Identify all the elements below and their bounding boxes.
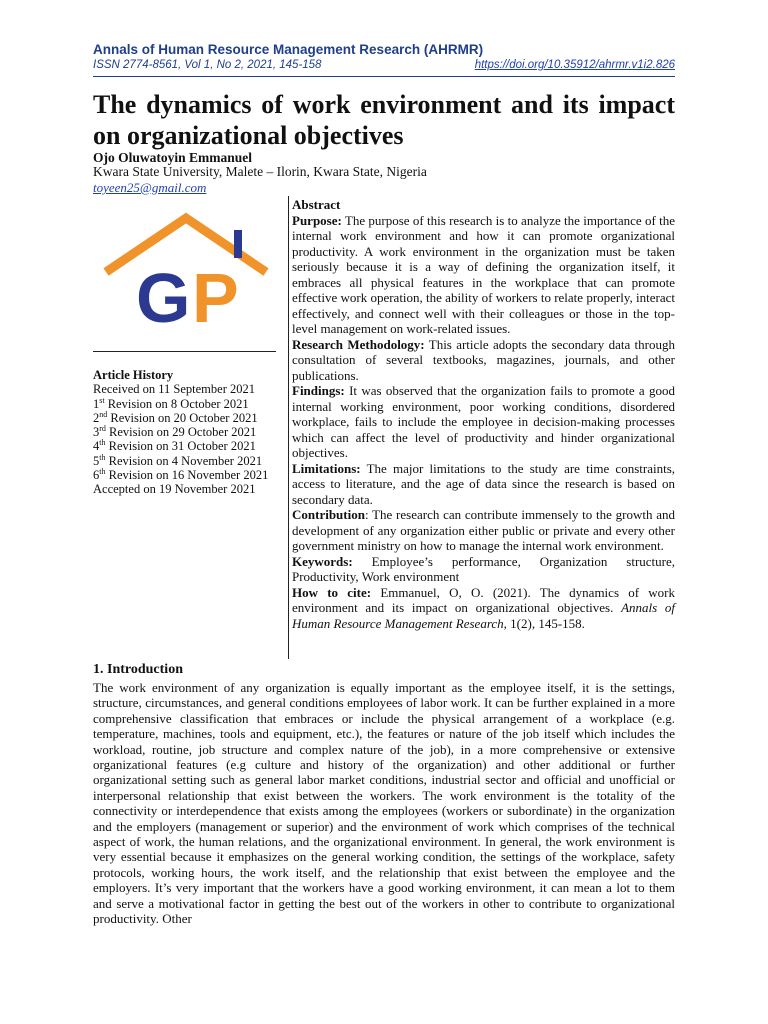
cite-journal: Annals of Human Resource Management Research [292, 600, 675, 631]
keywords-label: Keywords: [292, 553, 353, 569]
logo-chimney [234, 230, 242, 258]
history-revision [93, 397, 283, 411]
revision-text: Revision on 20 October 2021 [107, 410, 258, 425]
gp-logo [100, 212, 272, 332]
revision-ordinal: th [99, 466, 106, 476]
history-revisions [93, 397, 283, 483]
revision-number: 6 [93, 468, 100, 483]
article-history [93, 368, 283, 497]
author-affiliation: Kwara State University, Malete – Ilorin, Kwara State, Nigeria [93, 164, 427, 179]
revision-number: 3 [93, 425, 100, 440]
author-name: Ojo Oluwatoyin Emmanuel [93, 150, 253, 165]
paper-title: The dynamics of work environment and its impact on organizational objectives [93, 90, 675, 150]
abstract-heading: Abstract [292, 197, 341, 212]
journal-name: Annals of Human Resource Management Research (AHRMR) [93, 42, 484, 57]
cite-tail: , 1(2), 145-158. [503, 615, 585, 631]
findings-text: It was observed that the organization fails to promote a good internal working environment, poor working conditions, disordered workplace, fails to include the employee in decision-making processes which can affect the level of productivity and hinder organizational objectives. [292, 383, 676, 460]
keywords-text: Employee’s performance, Organization structure, Productivity, Work environment [292, 553, 675, 584]
abstract-section [292, 197, 675, 631]
abstract-contribution [292, 507, 675, 554]
cite-label: How to cite: [292, 584, 372, 600]
revision-text: Revision on 31 October 2021 [105, 439, 256, 454]
abstract-keywords [292, 554, 675, 585]
issn-line: ISSN 2774-8561, Vol 1, No 2, 2021, 145-158 [93, 59, 322, 71]
revision-ordinal: th [99, 452, 106, 462]
header-divider [93, 76, 675, 77]
abstract-purpose [292, 213, 675, 337]
contribution-text: : The research can contribute immensely to the growth and development of any organization either public or private and every other government ministry on how to manage the internal work environment. [292, 507, 675, 553]
abstract-limitations [292, 461, 675, 508]
column-divider [288, 196, 289, 659]
history-accepted: Accepted on 19 November 2021 [93, 482, 256, 497]
cite-text: Emmanuel, O, O. (2021). The dynamics of work environment and its impact on organizational objectives. [292, 584, 675, 615]
revision-ordinal: th [99, 438, 106, 448]
purpose-label: Purpose: [292, 212, 342, 228]
revision-ordinal: nd [99, 409, 108, 419]
section-heading-introduction: 1. Introduction [93, 662, 183, 677]
doi-link[interactable]: https://doi.org/10.35912/ahrmr.v1i2.826 [474, 59, 675, 71]
history-revision [93, 439, 283, 453]
limitations-label: Limitations: [292, 460, 361, 476]
findings-label: Findings: [292, 383, 345, 398]
revision-text: Revision on 4 November 2021 [105, 453, 263, 468]
revision-text: Revision on 8 October 2021 [104, 396, 249, 411]
limitations-text: The major limitations to the study are time constraints, access to literature, and the age of data since the research is based on secondary data. [292, 460, 676, 507]
abstract-citation [292, 585, 675, 632]
revision-number: 4 [93, 439, 100, 454]
method-label: Research Methodology: [292, 336, 425, 352]
revision-number: 1 [93, 396, 100, 411]
revision-text: Revision on 16 November 2021 [105, 468, 269, 483]
history-received: Received on 11 September 2021 [93, 382, 255, 397]
history-revision [93, 411, 283, 425]
history-revision [93, 425, 283, 439]
history-revision [93, 468, 283, 482]
logo-letter-g: G [136, 259, 191, 332]
abstract-method [292, 337, 675, 384]
history-heading: Article History [93, 368, 174, 382]
introduction-body: The work environment of any organization is equally important as the employee itself, it is the settings, structure, circumstances, and general conditions employees of labor work. It can be further explained in a more comprehensive classification that embraces or include the physical arrangement of a workplace (e.g. temperature, machines, tools and equipment, etc.), the features or nature of the job itself which includes the workload, routine, job structure and complex nature of the job), in a more comprehensive or extensive organizational features (e.g culture and history of the organization) and other additional or further organizational setting such as general labor market conditions, industrial sector and official and unofficial or interpersonal relationship that exist between the workers. The work environment is the totality of the connectivity or interdependence that exists among the employees (workers or subordinate) in the organization and the employers (management or superior) and the environment of work which comprises of the technical aspect of work, the human relations, and the organizational environment. In general, the work environment is very essential because it emphasizes on the general working condition, the settings of the workplace, safety protocols, working hours, the work itself, and the relationship that exist between the employee and the employers. It’s very important that the workers have a good working environment, it can mean a lot to them and serve a motivational factor in getting the best out of the workers in other to contribute to organizational productivity. Other [93, 680, 675, 927]
purpose-text: The purpose of this research is to analyze the importance of the internal work environment and how it can promote organizational productivity. A work environment in the organization must be taken seriously because it is a way of defining the organization itself, it embraces all physical features in the workplace that can promote effective work operation, the ability of workers to relate properly, interact effectively, and connect well with their colleagues or those in the top-level management on work-related issues. [292, 212, 675, 336]
revision-text: Revision on 29 October 2021 [105, 425, 257, 440]
revision-ordinal: rd [99, 424, 106, 434]
revision-number: 2 [93, 410, 100, 425]
contribution-label: Contribution [292, 507, 365, 522]
author-email-link[interactable]: toyeen25@gmail.com [93, 180, 207, 195]
abstract-findings [292, 383, 675, 461]
method-text: This article adopts the secondary data through consultation of several textbooks, magazines, journals, and other publications. [292, 336, 676, 383]
revision-number: 5 [93, 453, 100, 468]
history-separator [93, 351, 276, 352]
logo-letter-p: P [192, 259, 239, 332]
revision-ordinal: st [99, 395, 105, 405]
history-revision [93, 454, 283, 468]
